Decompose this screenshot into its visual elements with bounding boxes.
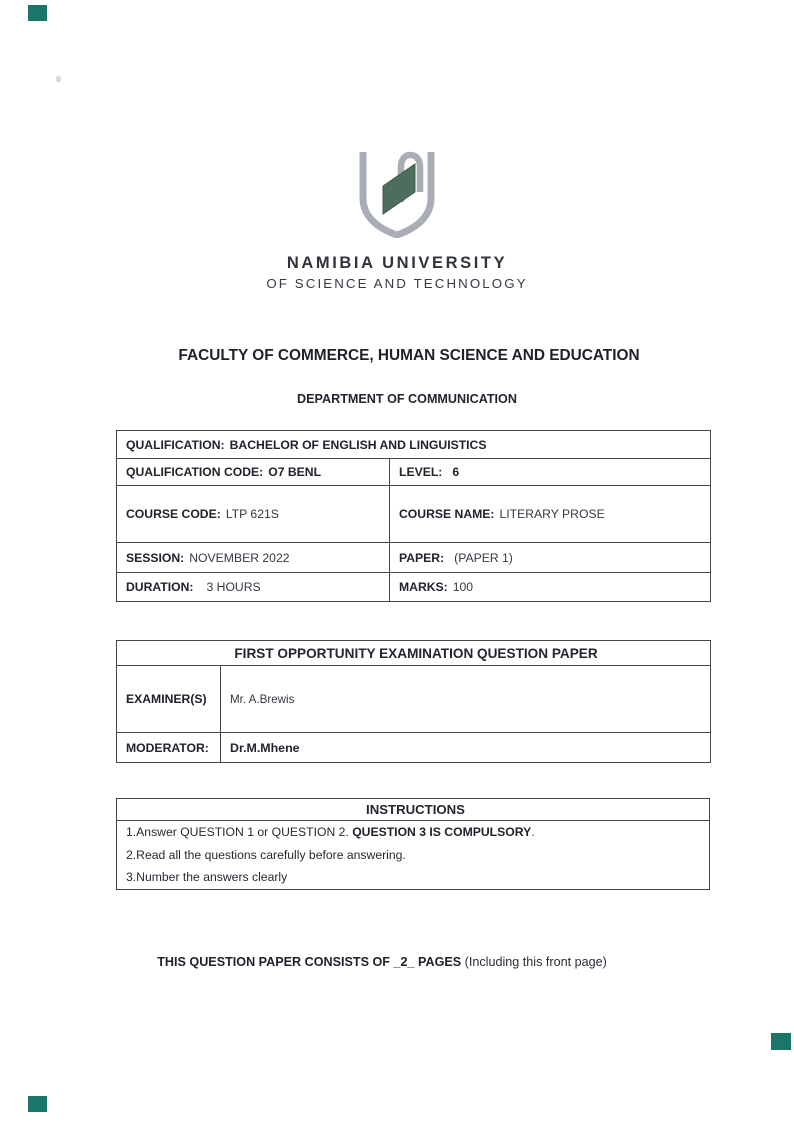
qualification-cell — [117, 431, 711, 459]
moderator-label: MODERATOR: — [117, 733, 221, 763]
level-cell — [390, 459, 711, 486]
instruction-text: 1.Answer QUESTION 1 or QUESTION 2. — [126, 825, 353, 839]
table-row — [117, 486, 711, 543]
scan-artifact — [56, 76, 61, 82]
table-row — [117, 459, 711, 486]
course-info-table — [116, 430, 711, 602]
exam-paper-table — [116, 640, 711, 763]
duration-value: 3 HOURS — [206, 580, 261, 594]
course-code-label: COURSE CODE: — [126, 507, 221, 521]
instructions-body — [117, 821, 710, 890]
logo-wordmark-line1: NAMIBIA UNIVERSITY — [286, 254, 508, 272]
marks-value: 100 — [452, 580, 474, 594]
table-row — [117, 821, 710, 890]
instruction-item-3 — [126, 866, 705, 889]
qualification-value: BACHELOR OF ENGLISH AND LINGUISTICS — [229, 437, 487, 452]
table-row — [117, 666, 711, 733]
level-value: 6 — [452, 465, 460, 479]
scan-corner-mark-top-left — [28, 5, 47, 21]
paper-label: PAPER: — [399, 550, 445, 565]
paper-cell — [390, 543, 711, 573]
course-name-value: LITERARY PROSE — [499, 507, 605, 521]
scan-corner-mark-bottom-right — [771, 1033, 791, 1050]
paper-value: (PAPER 1) — [454, 550, 513, 565]
page-count-normal-text: (Including this front page) — [461, 955, 607, 969]
table-row — [117, 573, 711, 602]
duration-cell — [117, 573, 390, 602]
qualification-label: QUALIFICATION: — [126, 437, 225, 452]
level-label: LEVEL: — [399, 465, 443, 479]
faculty-heading: FACULTY OF COMMERCE, HUMAN SCIENCE AND EDUCATION — [178, 347, 640, 364]
scan-corner-mark-bottom-left — [28, 1096, 47, 1112]
instruction-bold-text: QUESTION 3 IS COMPULSORY — [352, 825, 532, 839]
table-row — [117, 733, 711, 763]
qualification-code-value: O7 BENL — [268, 465, 322, 479]
qualification-code-label: QUALIFICATION CODE: — [126, 465, 264, 479]
examiner-value: Mr. A.Brewis — [230, 693, 295, 706]
instructions-table — [116, 798, 710, 890]
moderator-value: Dr.M.Mhene — [230, 740, 300, 755]
table-row — [117, 641, 711, 666]
examiner-label: EXAMINER(S) — [117, 666, 221, 733]
page-count-statement — [0, 955, 764, 969]
qualification-code-cell — [117, 459, 390, 486]
examiner-value-cell — [221, 666, 711, 733]
session-value: NOVEMBER 2022 — [189, 550, 290, 565]
instruction-text: 3.Number the answers clearly — [126, 870, 288, 884]
moderator-value-cell — [221, 733, 711, 763]
duration-label: DURATION: — [126, 580, 194, 594]
instructions-title: INSTRUCTIONS — [117, 799, 710, 821]
session-cell — [117, 543, 390, 573]
course-code-value: LTP 621S — [225, 507, 279, 521]
instruction-text: 2.Read all the questions carefully before answering. — [126, 847, 406, 862]
logo-wordmark-line2: OF SCIENCE AND TECHNOLOGY — [266, 276, 528, 291]
marks-label: MARKS: — [399, 580, 448, 594]
nust-shield-icon — [357, 150, 437, 238]
marks-cell — [390, 573, 711, 602]
department-heading: DEPARTMENT OF COMMUNICATION — [297, 392, 517, 406]
course-code-cell — [117, 486, 390, 543]
page-count-bold-text: THIS QUESTION PAPER CONSISTS OF _2_ PAGES — [157, 955, 462, 969]
table-row — [117, 543, 711, 573]
instruction-item-2 — [126, 844, 705, 867]
instruction-item-1 — [126, 821, 705, 844]
exam-paper-title: FIRST OPPORTUNITY EXAMINATION QUESTION PAPER — [117, 641, 711, 666]
instruction-text: . — [531, 825, 535, 839]
university-logo — [0, 150, 794, 291]
table-row — [117, 799, 710, 821]
table-row — [117, 431, 711, 459]
course-name-label: COURSE NAME: — [399, 507, 495, 521]
course-name-cell — [390, 486, 711, 543]
session-label: SESSION: — [126, 550, 185, 565]
